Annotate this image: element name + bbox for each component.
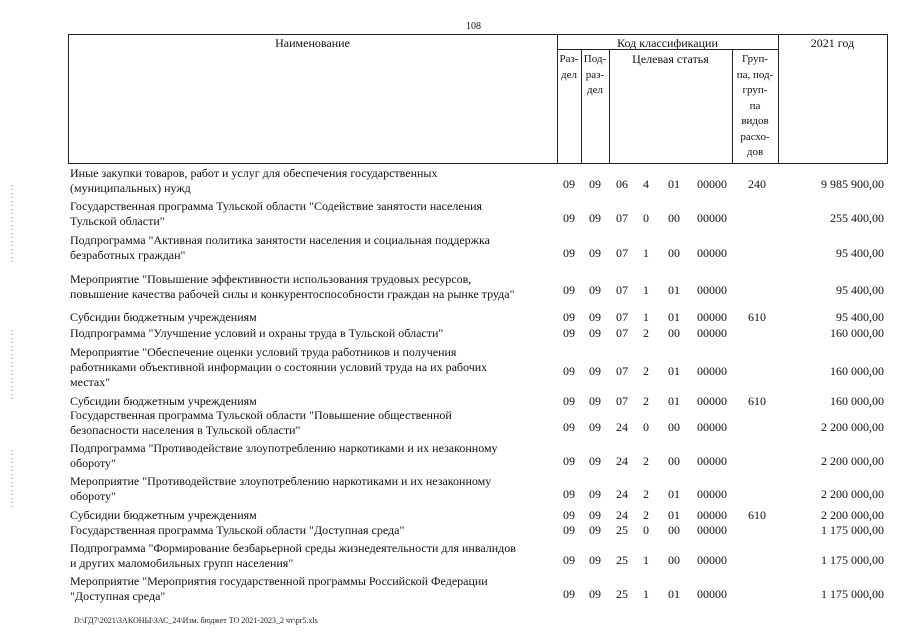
row-podrazdel: 09 <box>589 553 601 567</box>
row-name: Государственная программа Тульской области "Повышение общественной безопасности населения в Тульской области" <box>70 408 452 437</box>
row-c1: 07 <box>616 310 628 324</box>
row-c1: 07 <box>616 283 628 297</box>
table-row <box>0 199 905 231</box>
table-row <box>0 523 905 538</box>
row-c1: 24 <box>616 454 628 468</box>
table-row <box>0 574 905 608</box>
row-podrazdel: 09 <box>589 177 601 191</box>
row-c2: 1 <box>643 283 649 297</box>
row-c2: 1 <box>643 553 649 567</box>
row-c2: 2 <box>643 508 649 522</box>
row-amount: 255 400,00 <box>830 211 884 225</box>
row-c3: 01 <box>668 587 680 601</box>
table-row <box>0 233 905 267</box>
row-amount: 95 400,00 <box>836 283 884 297</box>
row-amount: 2 200 000,00 <box>821 508 884 522</box>
table-row <box>0 272 905 302</box>
row-c1: 07 <box>616 394 628 408</box>
table-row <box>0 408 905 440</box>
row-c4: 00000 <box>697 523 727 537</box>
row-group: 610 <box>748 310 766 324</box>
row-c2: 2 <box>643 364 649 378</box>
row-podrazdel: 09 <box>589 508 601 522</box>
row-amount: 9 985 900,00 <box>821 177 884 191</box>
row-amount: 1 175 000,00 <box>821 553 884 567</box>
row-c2: 2 <box>643 487 649 501</box>
header-razdel: Раз- дел <box>559 53 579 81</box>
row-c3: 00 <box>668 553 680 567</box>
row-razdel: 09 <box>563 420 575 434</box>
row-c3: 00 <box>668 420 680 434</box>
row-c4: 00000 <box>697 394 727 408</box>
row-name: Подпрограмма "Улучшение условий и охраны труда в Тульской области" <box>70 326 444 340</box>
row-c4: 00000 <box>697 553 727 567</box>
header-classification: Код классификации <box>617 36 718 50</box>
row-c1: 24 <box>616 508 628 522</box>
row-amount: 1 175 000,00 <box>821 523 884 537</box>
header-name: Наименование <box>275 36 350 50</box>
row-podrazdel: 09 <box>589 283 601 297</box>
footer-file-path: D:\ГД7\2021\ЗАКОНЫ\ЗАС_24\Изм. бюджет ТО 2021-2023_2 чт\pr5.xls <box>74 616 318 625</box>
row-c1: 07 <box>616 364 628 378</box>
row-c3: 00 <box>668 246 680 260</box>
row-name: Подпрограмма "Противодействие злоупотреблению наркотиками и их незаконному обороту" <box>70 441 498 470</box>
row-podrazdel: 09 <box>589 394 601 408</box>
row-razdel: 09 <box>563 283 575 297</box>
row-c1: 07 <box>616 246 628 260</box>
row-c1: 25 <box>616 553 628 567</box>
row-name: Государственная программа Тульской области "Доступная среда" <box>70 523 405 537</box>
row-c4: 00000 <box>697 211 727 225</box>
row-razdel: 09 <box>563 394 575 408</box>
row-razdel: 09 <box>563 246 575 260</box>
row-c1: 07 <box>616 326 628 340</box>
row-c3: 00 <box>668 326 680 340</box>
row-c4: 00000 <box>697 454 727 468</box>
row-c2: 4 <box>643 177 649 191</box>
row-podrazdel: 09 <box>589 587 601 601</box>
table-row <box>0 541 905 573</box>
table-row <box>0 394 905 409</box>
row-c3: 00 <box>668 454 680 468</box>
table-row <box>0 326 905 341</box>
row-amount: 2 200 000,00 <box>821 420 884 434</box>
row-c2: 2 <box>643 454 649 468</box>
row-razdel: 09 <box>563 523 575 537</box>
row-razdel: 09 <box>563 364 575 378</box>
row-name: Субсидии бюджетным учреждениям <box>70 310 257 324</box>
row-razdel: 09 <box>563 177 575 191</box>
row-group: 610 <box>748 394 766 408</box>
row-razdel: 09 <box>563 454 575 468</box>
row-c3: 01 <box>668 487 680 501</box>
row-podrazdel: 09 <box>589 326 601 340</box>
row-c2: 1 <box>643 310 649 324</box>
row-c4: 00000 <box>697 326 727 340</box>
table-row <box>0 474 905 507</box>
row-c3: 00 <box>668 211 680 225</box>
row-c3: 01 <box>668 394 680 408</box>
header-podrazdel: Под- раз- дел <box>583 53 607 96</box>
row-c1: 25 <box>616 587 628 601</box>
row-c4: 00000 <box>697 310 727 324</box>
row-podrazdel: 09 <box>589 454 601 468</box>
row-amount: 2 200 000,00 <box>821 487 884 501</box>
row-c1: 24 <box>616 487 628 501</box>
row-razdel: 09 <box>563 587 575 601</box>
row-amount: 2 200 000,00 <box>821 454 884 468</box>
table-row <box>0 166 905 196</box>
row-c3: 01 <box>668 283 680 297</box>
row-name: Субсидии бюджетным учреждениям <box>70 394 257 408</box>
row-podrazdel: 09 <box>589 246 601 260</box>
table-row <box>0 441 905 474</box>
row-amount: 160 000,00 <box>830 364 884 378</box>
row-c1: 06 <box>616 177 628 191</box>
row-name: Мероприятие "Мероприятия государственной программы Российской Федерации "Доступная среда" <box>70 574 488 603</box>
row-c1: 07 <box>616 211 628 225</box>
row-amount: 160 000,00 <box>830 326 884 340</box>
row-c1: 24 <box>616 420 628 434</box>
row-podrazdel: 09 <box>589 487 601 501</box>
row-podrazdel: 09 <box>589 523 601 537</box>
row-c3: 01 <box>668 364 680 378</box>
row-c2: 2 <box>643 394 649 408</box>
header-group: Груп- па, под- груп- па видов расхо- дов <box>736 53 774 158</box>
row-razdel: 09 <box>563 326 575 340</box>
row-podrazdel: 09 <box>589 420 601 434</box>
row-c4: 00000 <box>697 420 727 434</box>
row-name: Иные закупки товаров, работ и услуг для обеспечения государственных (муниципальных) нужд <box>70 166 438 195</box>
row-c4: 00000 <box>697 283 727 297</box>
header-target: Целевая статья <box>632 52 709 66</box>
row-name: Подпрограмма "Активная политика занятости населения и социальная поддержка безработных граждан" <box>70 233 490 262</box>
row-name: Субсидии бюджетным учреждениям <box>70 508 257 522</box>
row-c4: 00000 <box>697 177 727 191</box>
row-razdel: 09 <box>563 508 575 522</box>
row-name: Государственная программа Тульской области "Содействие занятости населения Тульской области" <box>70 199 483 228</box>
row-c3: 01 <box>668 177 680 191</box>
row-podrazdel: 09 <box>589 310 601 324</box>
row-c4: 00000 <box>697 364 727 378</box>
row-c4: 00000 <box>697 508 727 522</box>
table-row <box>0 345 905 390</box>
row-c2: 0 <box>643 523 649 537</box>
row-c2: 1 <box>643 587 649 601</box>
row-c4: 00000 <box>697 587 727 601</box>
row-c3: 00 <box>668 523 680 537</box>
row-razdel: 09 <box>563 310 575 324</box>
table-row <box>0 508 905 523</box>
row-amount: 95 400,00 <box>836 310 884 324</box>
page-number: 108 <box>466 21 481 32</box>
row-razdel: 09 <box>563 487 575 501</box>
header-year: 2021 год <box>810 36 855 50</box>
row-podrazdel: 09 <box>589 364 601 378</box>
row-c3: 01 <box>668 310 680 324</box>
row-group: 610 <box>748 508 766 522</box>
row-amount: 95 400,00 <box>836 246 884 260</box>
row-amount: 1 175 000,00 <box>821 587 884 601</box>
row-name: Мероприятие "Противодействие злоупотреблению наркотиками и их незаконному обороту" <box>70 474 492 503</box>
row-c3: 01 <box>668 508 680 522</box>
row-podrazdel: 09 <box>589 211 601 225</box>
row-c2: 0 <box>643 211 649 225</box>
row-amount: 160 000,00 <box>830 394 884 408</box>
row-name: Мероприятие "Обеспечение оценки условий труда работников и получения работниками объективной информации о состоянии условий труда на их рабочих местах" <box>70 345 488 389</box>
row-name: Подпрограмма "Формирование безбарьерной среды жизнедеятельности для инвалидов и других маломобильных групп населения" <box>70 541 516 570</box>
row-group: 240 <box>748 177 766 191</box>
row-c4: 00000 <box>697 246 727 260</box>
row-razdel: 09 <box>563 211 575 225</box>
row-razdel: 09 <box>563 553 575 567</box>
row-c2: 0 <box>643 420 649 434</box>
row-c2: 1 <box>643 246 649 260</box>
row-c2: 2 <box>643 326 649 340</box>
table-row <box>0 310 905 325</box>
row-c4: 00000 <box>697 487 727 501</box>
row-name: Мероприятие "Повышение эффективности использования трудовых ресурсов, повышение качества рабочей силы и конкурентоспособности граждан на рынке труда" <box>70 272 515 301</box>
row-c1: 25 <box>616 523 628 537</box>
